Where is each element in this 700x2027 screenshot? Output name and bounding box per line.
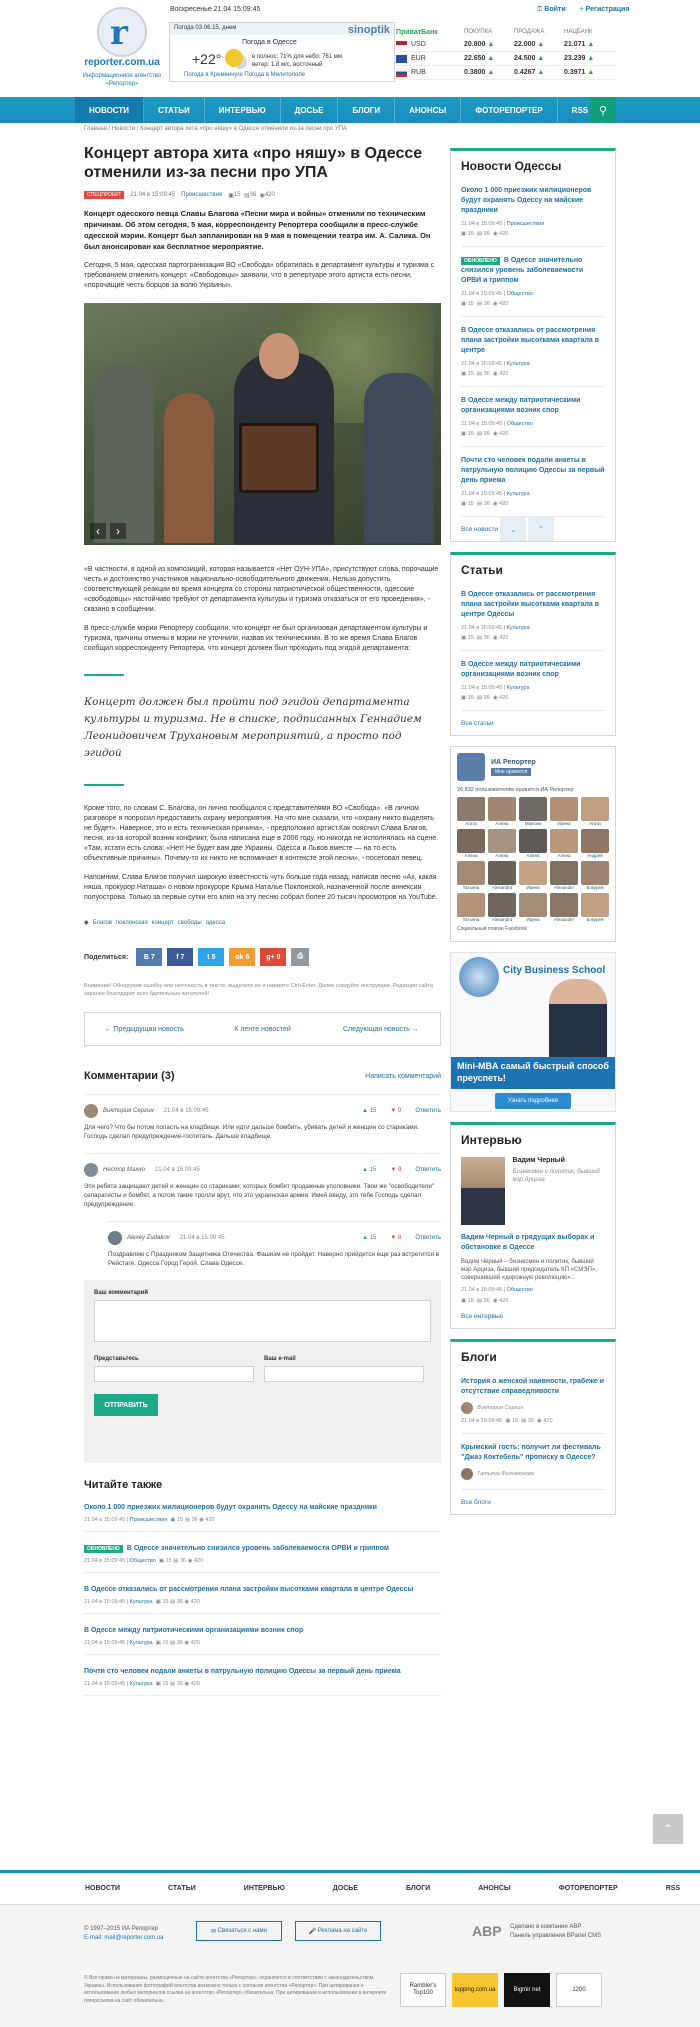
related-title[interactable]: В Одессе значительно снизился уровень заболеваемости ОРВИ и гриппом (126, 1545, 390, 1552)
footer-nav-articles[interactable]: СТАТЬИ (168, 1885, 196, 1892)
view-count: 420 (264, 192, 275, 198)
search-icon[interactable]: ⚲ (590, 97, 616, 123)
comment-author: Alexey Zudakov (127, 1235, 170, 1241)
maker-text[interactable]: Сделано в компании ABP (510, 1924, 582, 1930)
article-tags (84, 919, 441, 926)
comment-reply (108, 1221, 441, 1268)
comment-date: 21.04 в 15:09:45 (163, 1108, 209, 1114)
article-date: 21.04 в 15:09:45 (130, 192, 176, 198)
reply-link[interactable]: Ответить (415, 1235, 441, 1241)
currency-row-usd: USD 20.800 ▲ 22.000 ▲ 21.071 ▲ (396, 38, 616, 52)
related-item: Около 1 000 приезжих милиционеров будут охранять Одессу на майские праздники 21.04 в 15:09:45 | Происшествия ▣ 15 ▤ 36 ◉ 420 (84, 1503, 441, 1532)
photo-crowd (364, 373, 434, 543)
sinoptik-logo[interactable]: sinoptik (347, 24, 390, 36)
footer-nav-dossier[interactable]: ДОСЬЕ (332, 1885, 358, 1892)
sidebar (450, 148, 616, 1515)
avatar (461, 1468, 473, 1480)
next-news-link[interactable]: Следующая новость → (342, 1025, 419, 1033)
tag-link[interactable]: концерт (151, 919, 174, 926)
weather-forecast-date: Погода 03.06.15, днем (170, 23, 394, 35)
error-report-note: Внимание! Обнаружив ошибку или неточность в тексте, выделите ее и нажмите Ctrl+Enter. Далее следуйте инструкции. Редакция сайта заранее благодарит всех бдительных читателей! (84, 983, 433, 997)
ad-banner[interactable] (450, 952, 616, 1112)
related-item: Почти сто человек подали анкеты в патрульную полицию Одессы за первый день приема 21.04 в 15:09:45 | Культура ▣ 15 ▤ 36 ◉ 420 (84, 1667, 441, 1696)
reply-link[interactable]: Ответить (415, 1108, 441, 1114)
updated-badge: ОБНОВЛЕНО (84, 1545, 123, 1553)
read-also-title: Читайте также (84, 1479, 163, 1491)
interviewee-name: Вадим Черный (512, 1157, 565, 1164)
all-blogs-link[interactable]: Все блоги (461, 1498, 491, 1506)
prev-news-link[interactable]: ← Предыдущая новость (104, 1025, 184, 1033)
photo-accordion (239, 423, 319, 493)
article-paragraph: В пресс-службе мэрии Репортеру сообщили, что концерт не был организован департаментом культуры и туризма, причины отмены в мэрии не уточнили, назвав их техническими. В то же время Слава Благов сообщил корреспонденту Репортера, что концерт должен был проходить под эгидой департамента: (84, 625, 428, 652)
widget-title: Новости Одессы (461, 159, 562, 173)
facebook-share-button[interactable]: f 7 (167, 948, 193, 966)
comment-count: 36 (249, 192, 257, 198)
member-photo[interactable] (519, 829, 547, 853)
share-bar (84, 948, 441, 966)
like-button[interactable]: Мне нравится (491, 768, 531, 776)
related-category[interactable]: Общество (129, 1558, 156, 1564)
comment-icon: ▤ (243, 192, 250, 199)
slider-prev-icon[interactable]: ‹ (90, 523, 106, 539)
comment-author: Нестор Махно (103, 1167, 145, 1173)
comments-header (84, 1070, 441, 1082)
chevron-up-icon[interactable]: ⌃ (528, 517, 554, 541)
member-photo[interactable] (550, 861, 578, 885)
member-photo[interactable] (457, 829, 485, 853)
article-paragraph: Напомним, Слава Благов получил широкую известность чуть больше года назад, написав песню «Ах, какая няша, прокурор Наташа» о новом прокуроре Крыма Наталье Поклонской, назначенной после аннексии полуострова. Только за первые сутки его клип на эту песню собрал более 20 тысяч просмотров на YouTube. (84, 874, 438, 901)
widget-title: Блоги (461, 1350, 497, 1364)
ad-more-button[interactable]: Узнать подробнее (495, 1093, 571, 1109)
side-article-title[interactable]: В Одессе между патриотическими организациями возник спор (461, 661, 581, 678)
side-article-category[interactable]: Культура (506, 685, 530, 691)
member-photo[interactable] (519, 861, 547, 885)
nav-blogs[interactable]: БЛОГИ (338, 97, 395, 123)
member-photo[interactable] (457, 797, 485, 821)
member-photo[interactable] (488, 861, 516, 885)
avatar (461, 1402, 473, 1414)
thumbs-up-icon[interactable]: ▲ 15 (362, 1235, 377, 1241)
quote-divider (84, 674, 124, 676)
vk-group-name[interactable]: ИА Репортер (491, 758, 536, 766)
blog-item (461, 1434, 605, 1490)
all-articles-link[interactable]: Все статьи (461, 719, 494, 727)
col-nbu: НАЦБАНК (564, 29, 593, 35)
side-news-category[interactable]: Происшествия (506, 221, 545, 227)
nav-rss[interactable]: RSS (558, 97, 603, 123)
weather-detail-1: в полнос: 71% для небо: 761 мм (252, 54, 343, 60)
currency-row-rub: RUB 0.3800 ▲ 0.4267 ▲ 0.3971 ▲ (396, 66, 616, 80)
currency-code: USD (411, 41, 426, 48)
rate-buy: 20.800 (464, 41, 486, 48)
twitter-share-button[interactable]: t 5 (198, 948, 224, 966)
related-item: В Одессе отказались от рассмотрения плана застройки высотками квартала в центре Одессы 21.04 в 15:09:45 | Культура ▣ 15 ▤ 36 ◉ 420 (84, 1585, 441, 1614)
currency-rates (396, 26, 616, 80)
member-photo[interactable] (550, 829, 578, 853)
widget-title: Статьи (461, 563, 503, 577)
member-photo[interactable] (550, 893, 578, 917)
ad-person (549, 979, 607, 1069)
tag-link[interactable]: одесса (205, 919, 226, 926)
logo-letter: r (110, 13, 128, 53)
legal-text: © Все права на материалы, размещенные на сайте агентства «Репортер», охраняются в соответствии с законодательством Украины. Использование фотографий агентства возможно только с согласия агентства «Репортер». При цитировании и использовании любых материалов ссылка на агентство «Репортер» обязательна. При цитировании и использовании в интернете гиперссылка на сайт обязательна. (84, 1975, 387, 2004)
googleplus-share-button[interactable]: g+ 0 (260, 948, 286, 966)
footer-nav-blogs[interactable]: БЛОГИ (405, 1885, 431, 1892)
name-field-label: Представьтесь (94, 1356, 139, 1362)
breadcrumb[interactable]: Главная / Новости / Концерт автора хита «про няшу» в Одессе отменили из-за песни про УПА (84, 126, 348, 132)
member-photo[interactable] (581, 861, 609, 885)
side-article-title[interactable]: В Одессе отказались от рассмотрения плана застройки высотками квартала в центре Одессы (461, 591, 600, 618)
share-label: Поделиться: (84, 953, 129, 961)
eye-icon: ◉ (259, 192, 265, 199)
tag-icon: ◆ (84, 920, 89, 926)
print-icon[interactable]: ⎙ (291, 948, 309, 966)
currency-code: RUB (411, 69, 426, 76)
widget-title: Интервью (461, 1133, 522, 1147)
weather-temperature: +22° (192, 51, 222, 67)
blog-item: История о женской наивности, грабеже и отсутствие справедливости Виктория Сергин 21.04 в 15:09:45 ▣ 15 ▤ 36 ◉ 420 (461, 1368, 605, 1434)
related-category[interactable]: Культура (129, 1640, 153, 1646)
nav-announcements[interactable]: АНОНСЫ (395, 97, 461, 123)
side-news-title[interactable]: В Одессе значительно снизился уровень заболеваемости ОРВИ и гриппом (461, 257, 584, 284)
social-plugin-note: Социальный плагин Facebook (457, 926, 528, 932)
related-category[interactable]: Культура (129, 1599, 153, 1605)
all-news-link[interactable]: Все новости (461, 525, 499, 533)
contact-button[interactable]: ✉ Связаться с нами (196, 1921, 282, 1941)
site-footer (0, 1904, 700, 2027)
usa-flag-icon (396, 41, 407, 49)
blog-author[interactable]: Татьяна Филимонова (477, 1471, 534, 1477)
vk-share-button[interactable]: В 7 (136, 948, 162, 966)
nav-dossier[interactable]: ДОСЬЕ (281, 97, 339, 123)
login-link[interactable]: ⚿ Войти (537, 6, 566, 13)
article-meta (84, 190, 441, 200)
comment-author: Виктория Сергин (103, 1108, 154, 1114)
article-category[interactable]: Происшествия (181, 192, 223, 198)
partly-cloudy-icon (225, 49, 243, 67)
side-article-item: В Одессе между патриотическими организациями возник спор 21.04 в 15:09:45 | Культура ▣ 15 ▤ 36 ◉ 420 (461, 651, 605, 711)
nav-articles[interactable]: СТАТЬИ (144, 97, 205, 123)
reply-link[interactable]: Ответить (415, 1167, 441, 1173)
nav-interview[interactable]: ИНТЕРВЬЮ (205, 97, 281, 123)
col-sell: ПРОДАЖА (514, 29, 545, 35)
cms-text[interactable]: Панель управления BPanel CMS (510, 1933, 602, 1939)
thumbs-up-icon[interactable]: ▲ 15 (362, 1108, 377, 1114)
vk-like-count: 26,832 пользователям нравится ИА Репортер (457, 787, 574, 793)
member-photo[interactable] (519, 893, 547, 917)
thumbs-up-icon[interactable]: ▲ 15 (362, 1167, 377, 1173)
interviewee-role: Бизнесмен и политик, бывший мэр Арциза (512, 1169, 600, 1183)
blog-title[interactable]: История о женской наивности, грабеже и отсутствие справедливости (461, 1378, 605, 1395)
auth-links (525, 6, 629, 14)
blog-title[interactable]: Крымский гость: получит ли фестиваль "Джаз Коктебель" прописку в Одессе? (461, 1444, 601, 1461)
avatar (84, 1104, 98, 1118)
member-photo[interactable] (581, 797, 609, 821)
chevron-down-icon[interactable]: ⌄ (500, 517, 526, 541)
article-title: Концерт автора хита «про няшу» в Одессе отменили из-за песни про УПА (84, 145, 423, 181)
blogs-widget (450, 1339, 616, 1515)
article-pager (84, 1012, 441, 1046)
ad-slogan: Mini-MBA самый быстрый способ преуспеть! (451, 1057, 615, 1089)
side-article-category[interactable]: Культура (506, 625, 530, 631)
side-news-title[interactable]: В Одессе между патриотическими организациями возник спор (461, 397, 581, 414)
rate-sell: 24.500 (514, 55, 536, 62)
comments-title: Комментарии (3) (84, 1070, 175, 1082)
comment-field-label: Ваш комментарий (94, 1290, 149, 1296)
side-news-category[interactable]: Общество (506, 421, 533, 427)
related-title[interactable]: Около 1 000 приезжих милиционеров будут охранять Одессу на майские праздники (84, 1504, 377, 1511)
write-comment-link[interactable]: Написать комментарий (365, 1072, 441, 1080)
related-category[interactable]: Происшествия (129, 1517, 168, 1523)
comment-textarea[interactable] (94, 1300, 431, 1342)
side-news-category[interactable]: Культура (506, 361, 530, 367)
counter-badge[interactable]: 1200 (556, 1973, 602, 2007)
social-widget (450, 746, 616, 942)
nav-photoreporter[interactable]: ФОТОРЕПОРТЕР (461, 97, 557, 123)
related-title[interactable]: В Одессе между патриотическими организациями возник спор (84, 1627, 304, 1634)
maker-info (510, 1923, 601, 1941)
member-photo[interactable] (581, 829, 609, 853)
rate-sell: 0.4267 (514, 69, 536, 76)
thumbs-down-icon[interactable]: ▼ 9 (390, 1167, 402, 1173)
comment-text: Эти ребята защищают детей и женщин со стариками, которых бомбят продажные уполовники. Твои же "освободители" сепаратисты и бомбят, а потом такие тролли врут, что это украинская армия. Имей ввиду, это тебе Господь сделал предупреждение. (84, 1183, 435, 1208)
updated-badge: ОБНОВЛЕНО (461, 257, 500, 265)
slider-next-icon[interactable]: › (110, 523, 126, 539)
comment (84, 1094, 441, 1141)
interview-widget: Интервью Вадим Черный Бизнесмен и политик, бывший мэр Арциза Вадим Черный о грядущих выборах и обстановке в Одессе Вадим Черный – бизнесмен и политик, бывший мэр Арциза, бывший председатель КП «СМЭП», совершивший «дорожную революцию»... 21.04 в 15:09:45 | Общество ▣ 15 ▤ 36 ◉ 420 Все интервью (450, 1122, 616, 1329)
vk-members-grid: Агата Алина Максим Ирина Агата Алина Алина Алина Алина Андрей Татьяна Alexandra Ирина Alexander Бэкурей Татьяна Alexandra Ирина Alexander Бэкурей (457, 797, 609, 922)
member-photo[interactable] (488, 893, 516, 917)
side-news-item: В Одессе отказались от рассмотрения плана застройки высотками квартала в центре 21.04 в 15:09:45 | Культура ▣ 15 ▤ 36 ◉ 420 (461, 317, 605, 387)
member-photo[interactable] (488, 797, 516, 821)
related-title[interactable]: Почти сто человек подали анкеты в патрульную полицию Одессы за первый день приема (84, 1668, 401, 1675)
interview-headline[interactable]: Вадим Черный о грядущих выборах и обстановке в Одессе (461, 1234, 595, 1251)
photo-crowd (94, 363, 154, 543)
footer-nav-news[interactable]: НОВОСТИ (85, 1885, 121, 1892)
comment-text: Поздравляю с Праздником Защитника Отечества. Фашизм не пройдет. Наверно прийдется еще раз встретится в Рейстаге. Одесса Город Герой. Слава Одессе. (108, 1251, 440, 1267)
all-interviews-link[interactable]: Все интервью (461, 1312, 504, 1320)
email-field-label: Ваш e-mail (264, 1356, 296, 1362)
blog-author[interactable]: Виктория Сергин (477, 1405, 524, 1411)
special-badge: СПЕЦПРОЕКТ (84, 191, 124, 199)
photo-crowd (164, 393, 214, 543)
logo-tagline: Информационное агентство «Репортер» (82, 73, 162, 87)
comment (84, 1153, 441, 1209)
interview-description: Вадим Черный – бизнесмен и политик, бывший мэр Арциза, бывший председатель КП «СМЭП», совершивший «дорожную революцию»... (461, 1259, 597, 1281)
footer-nav (0, 1870, 700, 1904)
nav-news[interactable]: НОВОСТИ (75, 97, 144, 123)
maker-logo[interactable]: ABP (472, 1923, 502, 1939)
member-photo[interactable] (519, 797, 547, 821)
side-news-item: Около 1 000 приезжих милиционеров будут охранять Одессу на майские праздники 21.04 в 15:09:45 | Происшествия ▣ 15 ▤ 36 ◉ 420 (461, 177, 605, 247)
photo-face (259, 333, 299, 379)
article-paragraph: Кроме того, по словам С. Благова, он лично пообщался с представителями ВО «Свобода». «В личном разговоре я попросил предоставить охрану мероприятия. На что мне сказали, что «охрану никто выделять не будет». Наверное, это и есть техническая причина», - предположил артист.Как пояснил Слава Благов, песня, из-за которой возник конфликт, была написана еще в 2006 году, но никогда не исполнялась на сцене. «Там, кстати есть слова: «Нет! Не будет вам две Украины. Одесса и Львов вместе — на то есть объективные причины». Почему-то их никто не вспоминает в контексте этой песни», - посетовал певец. (84, 805, 439, 862)
comment-date: 21.04 в 15:09:45 (154, 1167, 200, 1173)
col-buy: ПОКУПКА (464, 29, 493, 35)
bank-name: ПриватБанк (396, 28, 438, 36)
eu-flag-icon (396, 55, 407, 63)
russia-flag-icon (396, 69, 407, 77)
side-news-item: В Одессе между патриотическими организациями возник спор 21.04 в 15:09:45 | Общество ▣ 15 ▤ 36 ◉ 420 (461, 387, 605, 447)
tag-link[interactable]: поклонская (115, 919, 148, 926)
side-news-category[interactable]: Общество (506, 291, 533, 297)
comment-text: Для чего? Что бы потом попасть на кладбище. Или идти дальше бомбить, убивать детей и женщин со стариками. Господь сделал предупреждение-госпиталь. Дальше кладбище. (84, 1124, 419, 1140)
rate-nbu: 23.239 (564, 55, 586, 62)
side-news-item: Почти сто человек подали анкеты в патрульную полицию Одессы за первый день приема 21.04 в 15:09:45 | Культура ▣ 15 ▤ 36 ◉ 420 (461, 447, 605, 517)
counter-badge[interactable]: Bigmir net (504, 1973, 550, 2007)
side-news-title[interactable]: Почти сто человек подали анкеты в патрульную полицию Одессы за первый день приема (461, 457, 605, 484)
rate-nbu: 21.071 (564, 41, 586, 48)
article-photo-slider[interactable] (84, 303, 441, 545)
currency-code: EUR (411, 55, 426, 62)
tag-link[interactable]: свободы (177, 919, 202, 926)
odessa-news-widget (450, 148, 616, 542)
related-category[interactable]: Культура (129, 1681, 153, 1687)
footer-nav-announcements[interactable]: АНОНСЫ (478, 1885, 511, 1892)
member-photo[interactable] (550, 797, 578, 821)
thumbs-down-icon[interactable]: ▼ 9 (390, 1108, 402, 1114)
interview-category[interactable]: Общество (506, 1287, 533, 1293)
member-photo[interactable] (457, 861, 485, 885)
related-title[interactable]: В Одессе отказались от рассмотрения плана застройки высотками квартала в центре Одессы (84, 1586, 414, 1593)
weather-detail-2: ветер: 1.8 м/с, восточный (252, 62, 323, 68)
main-nav (0, 97, 700, 123)
related-item: В Одессе между патриотическими организациями возник спор 21.04 в 15:09:45 | Культура ▣ 15 ▤ 36 ◉ 420 (84, 1626, 441, 1655)
scroll-to-top-icon[interactable]: ⌃ (653, 1814, 683, 1844)
interview-photo[interactable] (461, 1157, 505, 1225)
article-lead: Концерт одесского певца Славы Благова «Песни мира и войны» отменили по техническим причинам. Об этом сегодня, 5 мая, корреспонденту Репортера сообщили в пресс-службе одесской мэрии. Концерт был запланирован на 9 мая в помещении театра им. А. Салика. Он был анонсирован как бесплатное мероприятие. (84, 209, 431, 251)
rate-buy: 0.3800 (464, 69, 486, 76)
logo-site-name: reporter.com.ua (84, 57, 160, 68)
rate-sell: 22.000 (514, 41, 536, 48)
footer-email[interactable]: E-mail: mail@reporter.com.ua (84, 1935, 164, 1941)
side-news-category[interactable]: Культура (506, 491, 530, 497)
weather-details (252, 53, 342, 69)
site-header (0, 0, 700, 92)
article-paragraph: Сегодня, 5 мая, одесская партогранизация ВО «Свобода» обратилась в департамент культуры и туризма с требованием отменить концерт. «Свободовцы» заявили, что в репертуаре этого артиста есть песни, «порочащие честь борцов за волю Украины». (84, 262, 435, 289)
side-news-item: ОБНОВЛЕНО В Одессе значительно снизился уровень заболеваемости ОРВИ и гриппом 21.04 в 15:09:45 | Общество ▣ 15 ▤ 36 ◉ 420 (461, 247, 605, 317)
vk-group-avatar (457, 753, 485, 781)
weather-widget[interactable] (169, 22, 395, 82)
article (84, 126, 441, 1696)
comment-date: 21.04 в 15:09:45 (179, 1235, 225, 1241)
business-school-logo (459, 957, 499, 997)
quote-divider (84, 784, 124, 786)
article-quote: Концерт должен был пройти под эгидой департамента культуры и туризма. Не в списке, подписанных Геннадием Леонидовичем Трухановым мероприятий, а просто под эгидой (84, 696, 422, 759)
register-link[interactable]: + Регистрация (579, 6, 630, 13)
name-input[interactable] (94, 1366, 254, 1382)
member-photo[interactable] (457, 893, 485, 917)
articles-widget (450, 552, 616, 736)
rate-buy: 22.650 (464, 55, 486, 62)
ads-button[interactable]: 🎤 Реклама на сайте (295, 1921, 381, 1941)
weather-city[interactable]: Погода в Одессе (242, 39, 297, 46)
side-article-item: В Одессе отказались от рассмотрения плана застройки высотками квартала в центре Одессы 21.04 в 15:09:45 | Культура ▣ 15 ▤ 36 ◉ 420 (461, 581, 605, 651)
footer-nav-photoreporter[interactable]: ФОТОРЕПОРТЕР (558, 1885, 618, 1892)
site-logo[interactable] (82, 7, 162, 87)
currency-header (396, 26, 616, 38)
header-datetime: Воскресенье 21.04 15:09:45 (170, 6, 261, 13)
article-paragraph: «В частности, в одной из композиций, которая называется «Нет ОУН-УПА», присутствуют слова, порочащие честь и достоинство участников национально-освободительного движения. Нельзя допустить соответствующей реакции во время концерта со стороны патриотической общественности, одесские «свободовцы» настойчиво требуют от департамента культуры и туризма отказаться от его проведения», - сказано в сообщении. (84, 566, 439, 613)
member-photo[interactable] (581, 893, 609, 917)
member-photo[interactable] (488, 829, 516, 853)
counter-badge[interactable]: Rambler's Top100 (400, 1973, 446, 2007)
currency-row-eur: EUR 22.650 ▲ 24.500 ▲ 23.239 ▲ (396, 52, 616, 66)
footer-copyright (84, 1925, 163, 1943)
tag-link[interactable]: Благов (92, 919, 112, 926)
camera-icon: ▣ (228, 192, 234, 199)
side-news-title[interactable]: В Одессе отказались от рассмотрения плана застройки высотками квартала в центре (461, 327, 600, 354)
counter-badge[interactable]: topping.com.ua (452, 1973, 498, 2007)
footer-nav-rss[interactable]: RSS (665, 1885, 681, 1892)
side-news-title[interactable]: Около 1 000 приезжих милиционеров будут охранять Одессу на майские праздники (461, 187, 592, 214)
news-feed-link[interactable]: К ленте новостей (234, 1025, 291, 1033)
avatar (108, 1231, 122, 1245)
rate-nbu: 0.3971 (564, 69, 586, 76)
email-input[interactable] (264, 1366, 424, 1382)
submit-comment-button[interactable]: ОТПРАВИТЬ (94, 1394, 158, 1416)
footer-nav-interview[interactable]: ИНТЕРВЬЮ (243, 1885, 285, 1892)
weather-other-cities[interactable]: Погода в Кременчуге Погода в Мелитополе (184, 72, 306, 78)
comment-form (84, 1280, 441, 1463)
avatar (84, 1163, 98, 1177)
odnoklassniki-share-button[interactable]: ok 6 (229, 948, 255, 966)
ad-brand: City Business School (503, 965, 606, 976)
thumbs-down-icon[interactable]: ▼ 9 (390, 1235, 402, 1241)
related-item: ОБНОВЛЕНО В Одессе значительно снизился уровень заболеваемости ОРВИ и гриппом 21.04 в 15:09:45 | Общество ▣ 15 ▤ 36 ◉ 420 (84, 1544, 441, 1573)
copyright-text: © 1997–2015 ИА Репортер (84, 1926, 158, 1932)
photo-count: 15 (233, 192, 241, 198)
